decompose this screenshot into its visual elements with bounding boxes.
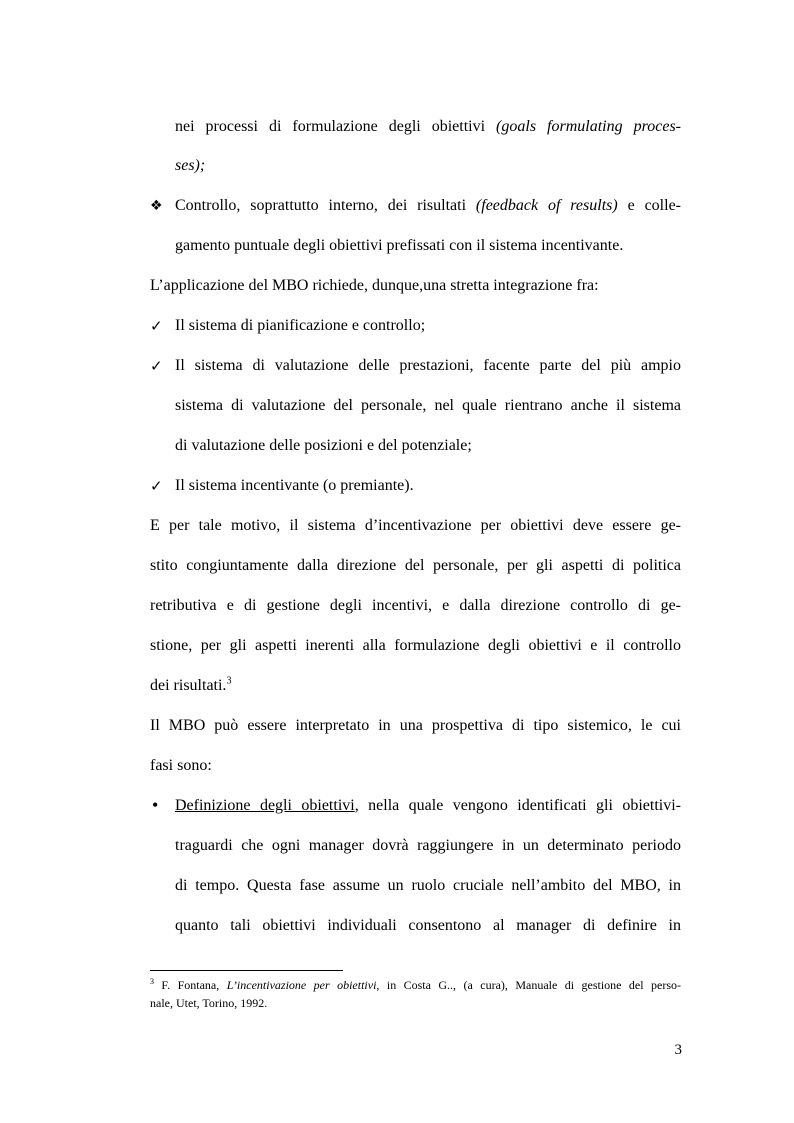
text-span: nei processi di formulazione degli obiettivi [175,118,497,135]
footnote-line: nale, Utet, Torino, 1992. [150,996,268,1010]
body-line: gamento puntuale degli obiettivi prefissati con il sistema incentivante. [175,237,624,254]
text-span: , nella quale vengono identificati gli obiettivi- [354,797,682,814]
body-line: di valutazione delle posizioni e del potenziale; [175,437,472,454]
body-line: fasi sono: [150,757,212,774]
italic-span: (feedback of results) [475,197,618,214]
text-span: F. Fontana, [154,978,227,992]
text-span: , in Costa G.., (a cura), Manuale di gestione del perso- [376,978,682,992]
body-line: E per tale motivo, il sistema d’incentivazione per obiettivi deve essere ge- [150,517,681,534]
italic-span: ses); [175,157,206,174]
body-line [175,156,681,176]
bullet-icon: • [152,795,159,815]
body-line: Il sistema di valutazione delle prestazioni, facente parte del più ampio [175,357,681,374]
body-line [150,676,681,696]
body-line: sistema di valutazione del personale, nel quale rientrano anche il sistema [175,397,681,414]
checkmark-icon: ✓ [150,357,163,375]
body-line: stito congiuntamente dalla direzione del personale, per gli aspetti di politica [150,557,681,574]
body-line [175,117,681,137]
body-line: Il sistema incentivante (o premiante). [175,477,414,494]
body-line: Il sistema di pianificazione e controllo; [175,317,426,334]
footnote-separator [150,970,343,971]
italic-span: (goals formulating proces- [496,118,681,135]
body-line: retributiva e di gestione degli incentivi, e dalla direzione controllo di ge- [150,597,681,614]
footnote-line [150,977,681,994]
italic-span: L’incentivazione per obiettivi [226,978,377,992]
underlined-term: Definizione degli obiettivi [175,797,355,814]
body-line: L’applicazione del MBO richiede, dunque,una stretta integrazione fra: [150,277,599,294]
body-line: Il MBO può essere interpretato in una prospettiva di tipo sistemico, le cui [150,717,681,734]
body-line: di tempo. Questa fase assume un ruolo cruciale nell’ambito del MBO, in [175,877,681,894]
body-line [175,796,681,816]
footnote-number: 3 [150,977,154,986]
body-line: stione, per gli aspetti inerenti alla formulazione degli obiettivi e il controllo [150,637,681,654]
footnote-reference[interactable]: 3 [226,675,232,687]
body-line: quanto tali obiettivi individuali consentono al manager di definire in [175,917,681,934]
text-span: Controllo, soprattutto interno, dei risultati [175,197,476,214]
text-span: e colle- [617,197,681,214]
text-span: dei risultati. [150,677,227,694]
page-number: 3 [674,1042,682,1058]
checkmark-icon: ✓ [150,477,163,495]
diamond-bullet-icon: ❖ [150,198,163,214]
checkmark-icon: ✓ [150,317,163,335]
body-line: traguardi che ogni manager dovrà raggiungere in un determinato periodo [175,837,681,854]
body-line [175,196,681,216]
